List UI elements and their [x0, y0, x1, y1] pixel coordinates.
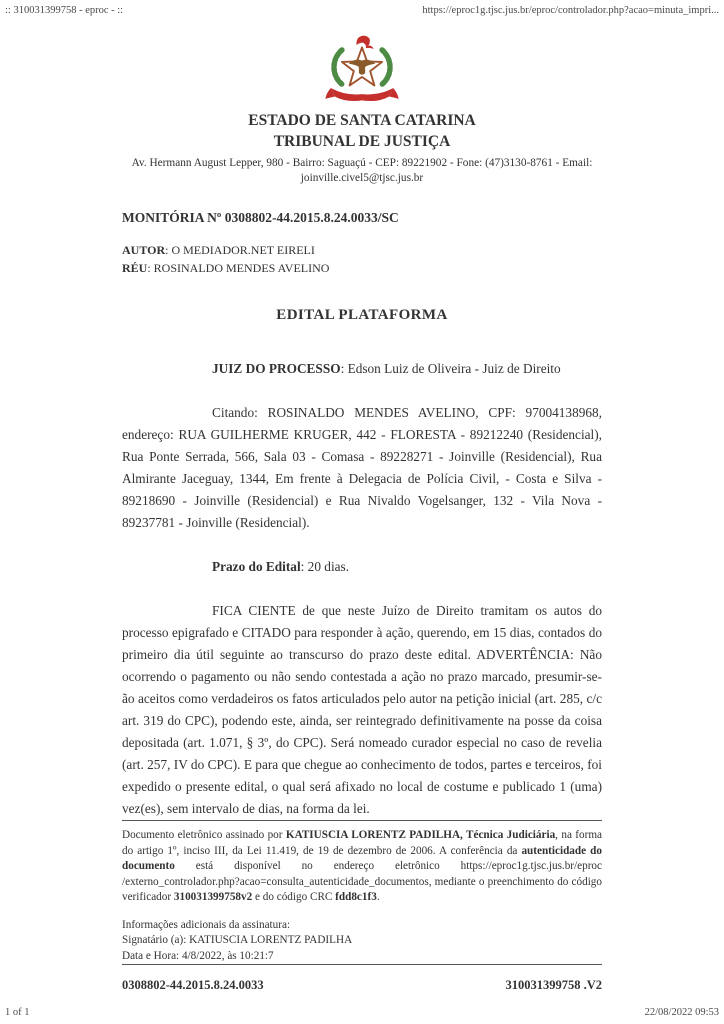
signature-divider [122, 820, 602, 821]
court-name: TRIBUNAL DE JUSTIÇA [273, 133, 451, 150]
crc-code: fdd8c1f3 [335, 891, 377, 903]
document-footer [122, 978, 602, 993]
autor-value: : O MEDIADOR.NET EIRELI [165, 243, 315, 257]
signature-paragraph [122, 828, 602, 906]
signature-text: , na forma do artigo 1º, inciso III, da Lei 11.419, de 19 de dezembro de 2006. A conferência da [122, 829, 602, 857]
edital-title: EDITAL PLATAFORMA [276, 307, 448, 323]
judge-label: JUIZ DO PROCESSO [212, 361, 341, 376]
signatory-line: Signatário (a): KATIUSCIA LORENTZ PADILHA [122, 934, 353, 946]
signature-text: Documento eletrônico assinado por [122, 829, 286, 841]
autor-label: AUTOR [122, 243, 166, 257]
signature-additional-info [122, 918, 602, 965]
signature-info-title: Informações adicionais da assinatura: [122, 918, 291, 931]
signer-name: KATIUSCIA LORENTZ PADILHA, Técnica Judiciária [285, 829, 556, 841]
signature-text: . [376, 891, 380, 903]
case-number-heading: MONITÓRIA Nº 0308802-44.2015.8.24.0033/SC [122, 210, 399, 225]
signature-text: está disponível no endereço eletrônico https://eproc1g.tjsc.jus.br/eproc /externo_controlador.php?acao=consulta_autenticidade_documentos, mediante o preenchimento do código verificador [122, 860, 602, 903]
browser-print-header [5, 5, 719, 16]
signature-datetime-line: Data e Hora: 4/8/2022, às 10:21:7 [122, 949, 274, 962]
print-page-count: 1 of 1 [5, 1007, 30, 1018]
document-page [122, 0, 602, 993]
court-address: Av. Hermann August Lepper, 980 - Bairro: Saguaçú - CEP: 89221902 - Fone: (47)3130-8761 - Email: joinville.civel5@tjsc.jus.br [131, 157, 593, 184]
citando-paragraph: Citando: ROSINALDO MENDES AVELINO, CPF: 97004138968, endereço: RUA GUILHERME KRUGER, 442 - FLORESTA - 89212240 (Residencial), Rua Ponte Serrada, 566, Sala 03 - Comasa - 89228271 - Joinville (Residencial), Rua Almirante Jaceguay, 1344, Em frente à Delegacia de Polícia Civil, - Costa e Silva - 89218690 - Joinville (Residencial) e Rua Nivaldo Vogelsanger, 132 - Vila Nova - 89237781 - Joinville (Residencial). [122, 405, 602, 530]
verifier-code: 310031399758v2 [173, 891, 253, 903]
reu-value: : ROSINALDO MENDES AVELINO [147, 261, 330, 275]
footer-doc-version: 310031399758 .V2 [505, 978, 602, 992]
footer-divider [122, 964, 602, 965]
reu-row [122, 259, 602, 277]
browser-print-footer [5, 1007, 719, 1018]
footer-case-number: 0308802-44.2015.8.24.0033 [122, 978, 264, 992]
signature-text: e do código CRC [252, 891, 336, 903]
print-datetime: 22/08/2022 09:53 [644, 1007, 719, 1018]
prazo-value: : 20 dias. [300, 559, 350, 574]
letterhead [122, 110, 602, 186]
print-source-url: https://eproc1g.tjsc.jus.br/eproc/controlador.php?acao=minuta_impri... [422, 5, 719, 16]
authenticity-term: autenticidade do documento [122, 844, 602, 872]
state-name: ESTADO DE SANTA CATARINA [248, 112, 476, 129]
edital-body-paragraph: FICA CIENTE de que neste Juízo de Direito tramitam os autos do processo epigrafado e CITADO para responder à ação, querendo, em 15 dias, contados do primeiro dia útil seguinte ao transcurso do prazo deste edital. ADVERTÊNCIA: Não ocorrendo o pagamento ou não sendo contestada a ação no prazo marcado, presumir-se-ão aceitos como verdadeiros os fatos articulados pelo autor na petição inicial (art. 285, c/c art. 319 do CPC), podendo este, ainda, ser reintegrado definitivamente na posse da coisa depositada (art. 1.071, § 3º, do CPC). Será nomeado curador especial no caso de revelia (art. 257, IV do CPC). E para que chegue ao conhecimento de todos, partes e terceiros, foi expedido o presente edital, o qual será afixado no local de costume e publicado 1 (uma) vez(es), sem intervalo de dias, na forma da lei. [122, 603, 602, 816]
prazo-paragraph [122, 556, 602, 578]
judge-value: : Edson Luiz de Oliveira - Juiz de Direito [340, 361, 561, 376]
reu-label: RÉU [122, 261, 148, 275]
prazo-label: Prazo do Edital [212, 559, 301, 574]
santa-catarina-coat-of-arms-icon [323, 34, 401, 106]
judge-paragraph [122, 358, 602, 380]
print-window-title: :: 310031399758 - eproc - :: [5, 5, 124, 16]
autor-row [122, 241, 602, 259]
